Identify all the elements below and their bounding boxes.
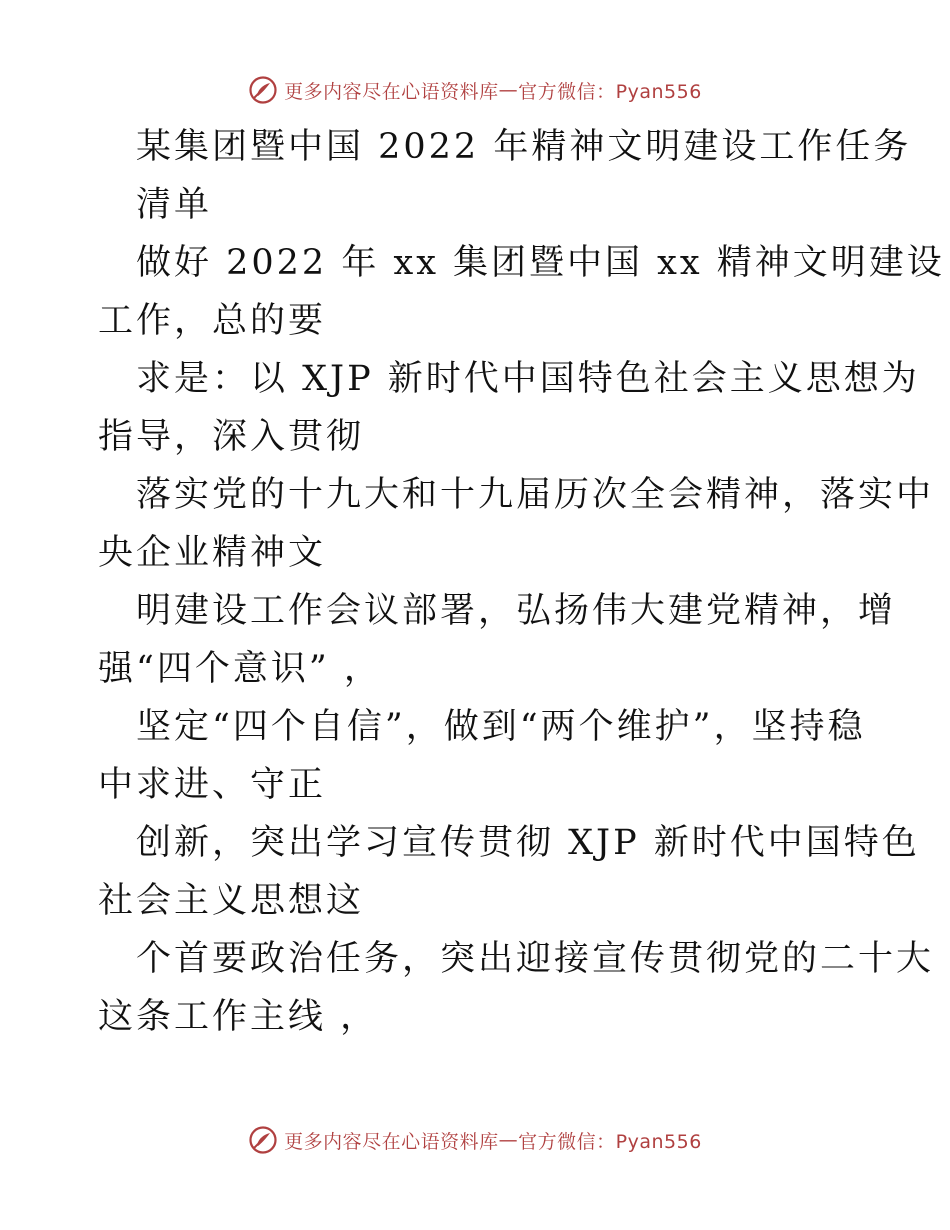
watermark-separator: — (498, 1129, 519, 1151)
paragraph-line: 明建设工作会议部署，弘扬伟大建党精神，增 (136, 591, 897, 631)
paragraph-line: 工作，总的要 (98, 301, 327, 341)
paragraph-line: 强“四个意识” ， (98, 649, 382, 689)
paragraph-line: 求是：以 XJP 新时代中国特色社会主义思想为 (136, 359, 920, 399)
paragraph-line: 做好 2022 年 xx 集团暨中国 xx 精神文明建设 (136, 243, 945, 283)
header-watermark (0, 70, 950, 110)
paragraph-line: 中求进、守正 (98, 765, 327, 805)
paragraph-line: 央企业精神文 (98, 533, 327, 573)
red-circular-logo-icon (248, 1125, 278, 1155)
paragraph-line: 社会主义思想这 (98, 881, 365, 921)
paragraph-line: 落实党的十九大和十九届历次全会精神，落实中 (136, 475, 935, 515)
watermark-suffix: 官方微信：Pyan556 (518, 80, 702, 103)
doc-title-line-2: 清单 (136, 185, 213, 225)
document-body (98, 118, 945, 1046)
watermark-text: 更多内容尽在心语资料库 (284, 80, 499, 103)
red-circular-logo-icon (248, 75, 278, 105)
watermark-separator: — (498, 79, 519, 101)
paragraph-line: 个首要政治任务，突出迎接宣传贯彻党的二十大 (136, 939, 935, 979)
paragraph-line: 坚定“四个自信”，做到“两个维护”，坚持稳 (136, 707, 866, 747)
watermark-text: 更多内容尽在心语资料库 (284, 1130, 499, 1153)
paragraph-line: 这条工作主线 ， (98, 997, 379, 1037)
watermark-suffix: 官方微信：Pyan556 (518, 1130, 702, 1153)
doc-title-line-1: 某集团暨中国 2022 年精神文明建设工作任务 (136, 127, 912, 167)
paragraph-line: 创新，突出学习宣传贯彻 XJP 新时代中国特色 (136, 823, 920, 863)
footer-watermark (0, 1120, 950, 1160)
paragraph-line: 指导，深入贯彻 (98, 417, 365, 457)
